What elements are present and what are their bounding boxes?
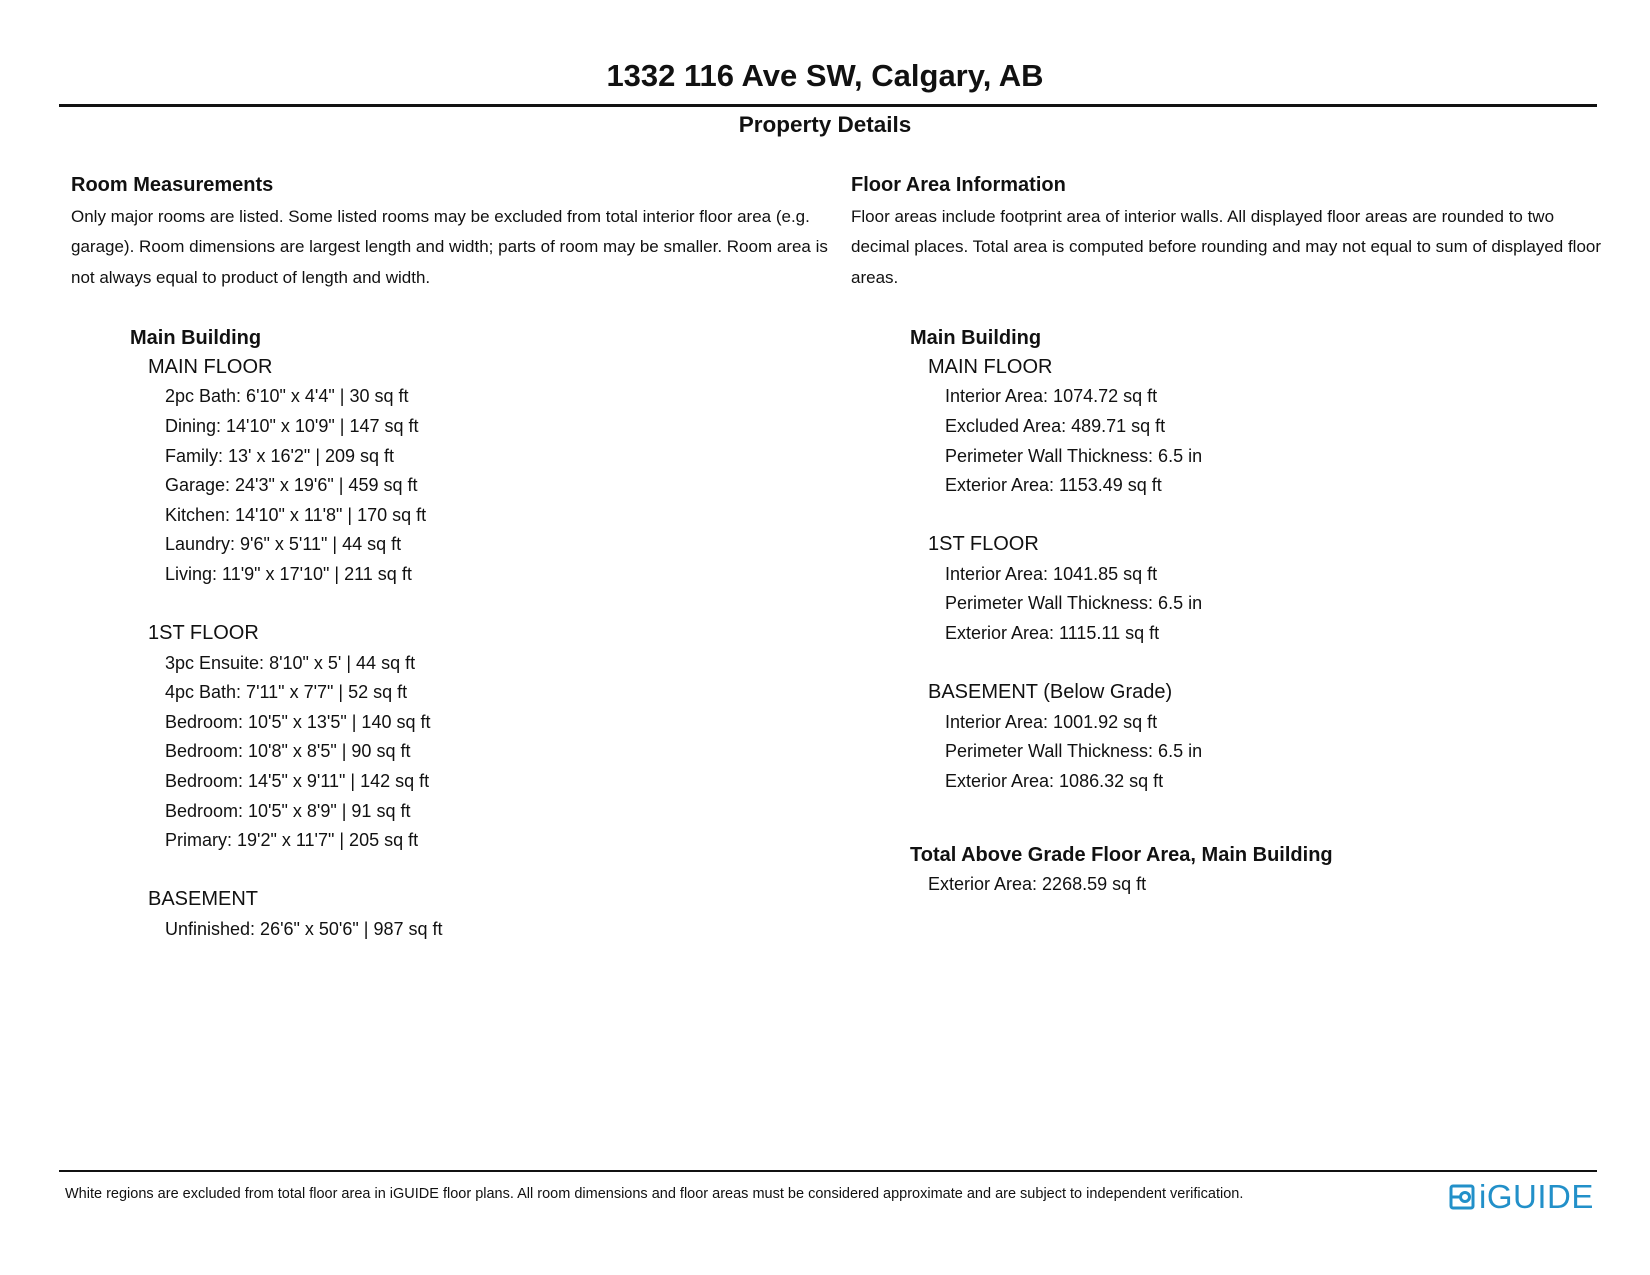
area-item: Interior Area: 1001.92 sq ft: [945, 711, 1158, 732]
footer-disclaimer: White regions are excluded from total floor area in iGUIDE floor plans. All room dimensions and floor areas must be considered approximate and are subject to independent verification.: [65, 1186, 1244, 1202]
room-item: Family: 13' x 16'2" | 209 sq ft: [165, 445, 395, 466]
room-item: Bedroom: 10'8" x 8'5" | 90 sq ft: [165, 741, 411, 762]
area-item: Interior Area: 1041.85 sq ft: [945, 563, 1158, 584]
area-item: Exterior Area: 1153.49 sq ft: [945, 475, 1162, 496]
area-item: Exterior Area: 1115.11 sq ft: [945, 622, 1160, 643]
header-divider: [59, 104, 1597, 107]
room-measurements-title: Room Measurements: [71, 174, 274, 196]
page-subtitle: Property Details: [738, 112, 912, 137]
area-item: Perimeter Wall Thickness: 6.5 in: [945, 741, 1203, 762]
room-floor-heading: MAIN FLOOR: [148, 355, 273, 378]
total-area-value: Exterior Area: 2268.59 sq ft: [928, 874, 1147, 895]
iguide-logo-icon: [1449, 1183, 1475, 1211]
spacer: [851, 649, 1611, 679]
room-item: Bedroom: 10'5" x 8'9" | 91 sq ft: [165, 800, 411, 821]
room-item: Kitchen: 14'10" x 11'8" | 170 sq ft: [165, 504, 427, 525]
footer-divider: [59, 1170, 1597, 1172]
area-floor-heading: MAIN FLOOR: [928, 355, 1053, 378]
room-item: Bedroom: 14'5" x 9'11" | 142 sq ft: [165, 770, 430, 791]
room-floor-heading: 1ST FLOOR: [148, 622, 259, 645]
iguide-logo: [1449, 1180, 1594, 1214]
floor-area-title: Floor Area Information: [851, 174, 1066, 196]
room-item: 3pc Ensuite: 8'10" x 5' | 44 sq ft: [165, 652, 416, 673]
page-title: 1332 116 Ave SW, Calgary, AB: [606, 58, 1044, 93]
total-area-title: Total Above Grade Floor Area, Main Building: [910, 844, 1333, 867]
room-floor-heading: BASEMENT: [148, 888, 259, 911]
iguide-logo-text: iGUIDE: [1479, 1178, 1594, 1215]
room-item: Garage: 24'3" x 19'6" | 459 sq ft: [165, 475, 418, 496]
area-item: Exterior Area: 1086.32 sq ft: [945, 770, 1164, 791]
spacer: [851, 501, 1611, 531]
room-item: 2pc Bath: 6'10" x 4'4" | 30 sq ft: [165, 386, 409, 407]
area-item: Perimeter Wall Thickness: 6.5 in: [945, 445, 1203, 466]
room-item: Laundry: 9'6" x 5'11" | 44 sq ft: [165, 534, 402, 555]
area-floor-heading: BASEMENT (Below Grade): [928, 681, 1173, 704]
room-item: Dining: 14'10" x 10'9" | 147 sq ft: [165, 415, 419, 436]
area-building-name: Main Building: [910, 326, 1042, 349]
room-building-name: Main Building: [130, 326, 262, 349]
spacer: [71, 856, 841, 886]
room-item: 4pc Bath: 7'11" x 7'7" | 52 sq ft: [165, 682, 408, 703]
area-item: Excluded Area: 489.71 sq ft: [945, 415, 1166, 436]
room-item: Unfinished: 26'6" x 50'6" | 987 sq ft: [165, 918, 443, 939]
room-measurements-description: Only major rooms are listed. Some listed rooms may be excluded from total interior floor area (e.g. garage). Room dimensions are largest length and width; parts of room may be smaller. Room area is not always equal to product of length and width.: [71, 207, 828, 287]
room-measurements-section: [71, 168, 841, 944]
room-item: Bedroom: 10'5" x 13'5" | 140 sq ft: [165, 711, 431, 732]
floor-area-description: Floor areas include footprint area of interior walls. All displayed floor areas are rounded to two decimal places. Total area is computed before rounding and may not equal to sum of displayed floor areas.: [851, 207, 1602, 287]
area-floor-heading: 1ST FLOOR: [928, 533, 1039, 556]
area-item: Interior Area: 1074.72 sq ft: [945, 386, 1158, 407]
area-item: Perimeter Wall Thickness: 6.5 in: [945, 593, 1203, 614]
room-item: Primary: 19'2" x 11'7" | 205 sq ft: [165, 830, 419, 851]
spacer: [71, 590, 841, 620]
floor-area-section: [851, 168, 1611, 900]
room-item: Living: 11'9" x 17'10" | 211 sq ft: [165, 563, 412, 584]
spacer: [851, 796, 1611, 840]
